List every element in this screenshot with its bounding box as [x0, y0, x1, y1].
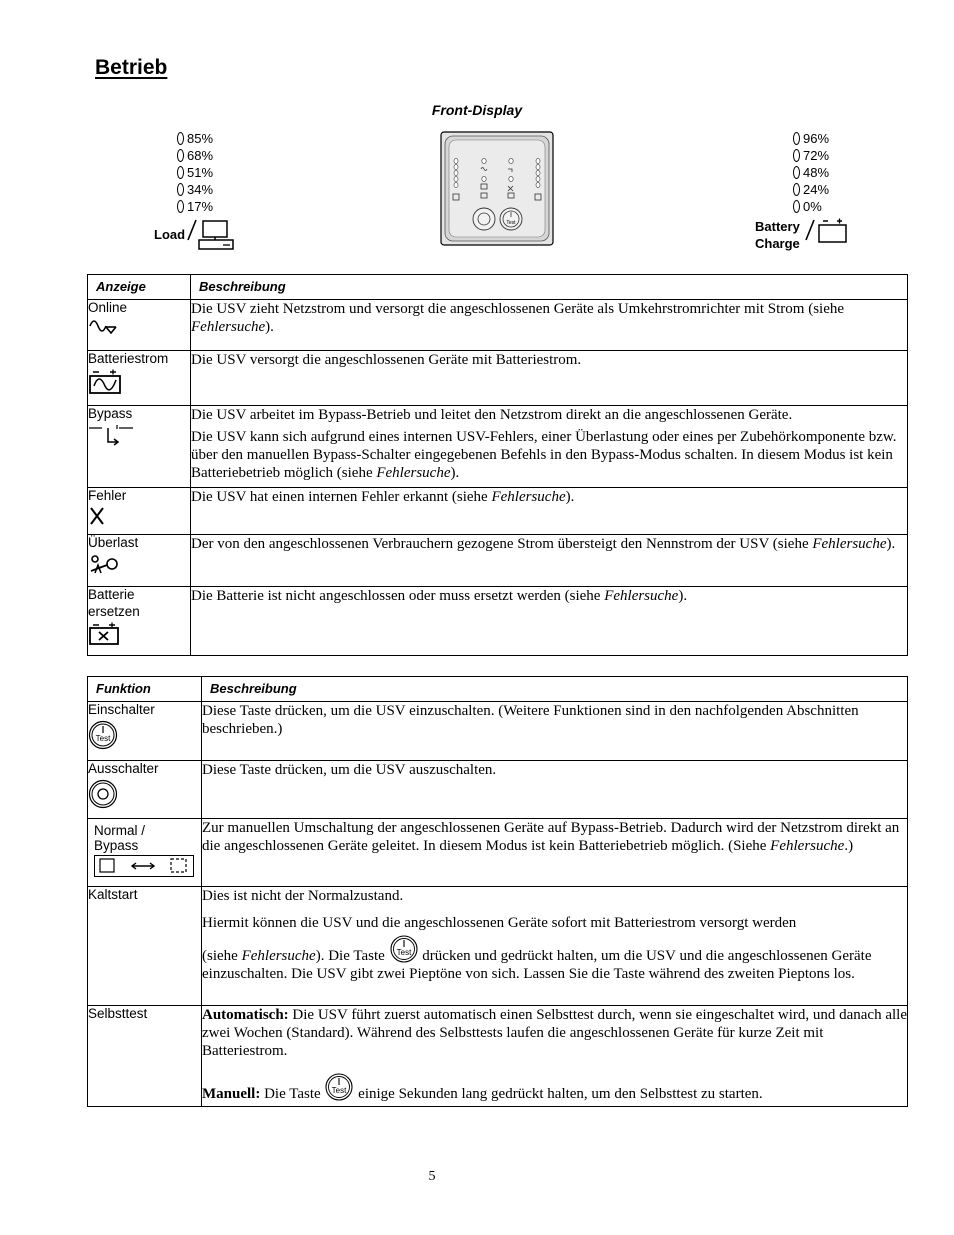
led-icon — [177, 200, 184, 213]
battery-level-row — [793, 147, 829, 164]
description-emphasis: Fehlersuche — [191, 319, 266, 335]
load-level-label: 17% — [187, 199, 214, 214]
page-number: 5 — [428, 1169, 436, 1184]
functions-table — [87, 676, 908, 1107]
table-row — [88, 587, 908, 656]
description-text: drücken und gedrückt halten, um die USV und die angeschlossenen Geräte einzuschalten. Die USV gibt zwei Pieptöne von sich. Lassen Sie die Taste während des zweiten Pieptons los. — [202, 948, 872, 982]
description-text: Die USV zieht Netzstrom und versorgt die angeschlossenen Geräte als Umkehrstromrichter mit Strom (siehe — [191, 301, 845, 317]
function-cell — [88, 819, 202, 887]
description-text: .) — [844, 838, 854, 854]
indicator-cell — [88, 300, 191, 351]
battery-level-row — [793, 164, 829, 181]
battery-level-row — [793, 181, 829, 198]
normal-bypass-icon — [94, 855, 194, 877]
table-row — [88, 488, 908, 535]
description-cell — [202, 702, 908, 761]
front-panel-drawing — [440, 131, 554, 246]
description-text: Zur manuellen Umschaltung der angeschlossenen Geräte auf Bypass-Betrieb. Dadurch wird der Netzstrom direkt an die angeschlossenen Geräte geleitet. In diesem Modus ist kein Batteriebetrieb möglich. (Siehe — [202, 820, 900, 854]
fault-icon — [88, 506, 108, 526]
load-level-row — [177, 130, 213, 147]
description-text: (siehe — [202, 948, 242, 964]
table-header-row — [88, 275, 908, 300]
test-button-icon — [389, 934, 419, 964]
function-cell — [88, 887, 202, 1006]
battery-power-icon — [88, 369, 124, 395]
description-text: Diese Taste drücken, um die USV einzuschalten. (Weitere Funktionen sind in den nachfolgenden Abschnitten beschrieben.) — [202, 703, 859, 737]
description-cell — [191, 587, 908, 656]
description-emphasis: Fehlersuche — [770, 838, 845, 854]
function-name: Ausschalter — [88, 761, 159, 776]
load-level-row — [177, 147, 213, 164]
load-level-label: 51% — [187, 165, 214, 180]
icon-test-label: Test — [332, 1086, 347, 1095]
bypass-icon — [88, 424, 136, 448]
indicator-name: Überlast — [88, 535, 139, 550]
function-name: Normal / — [94, 823, 146, 838]
power-off-icon — [88, 779, 120, 811]
function-name: Einschalter — [88, 702, 155, 717]
description-text: ). — [265, 319, 274, 335]
description-text: Die USV hat einen internen Fehler erkannt (siehe — [191, 489, 492, 505]
led-icon — [177, 183, 184, 196]
led-icon — [177, 132, 184, 145]
column-header: Funktion — [88, 677, 202, 702]
description-text: einige Sekunden lang gedrückt halten, um den Selbsttest zu starten. — [354, 1086, 763, 1102]
indicator-cell — [88, 406, 191, 488]
function-cell — [88, 761, 202, 819]
table-row — [88, 351, 908, 406]
led-icon — [177, 149, 184, 162]
description-text: Die USV arbeitet im Bypass-Betrieb und leitet den Netzstrom direkt an die angeschlossenen Geräte. — [191, 407, 793, 423]
table-row — [88, 819, 908, 887]
load-level-label: 85% — [187, 131, 214, 146]
description-cell — [202, 887, 908, 1006]
description-text: Der von den angeschlossenen Verbrauchern gezogene Strom übersteigt den Nennstrom der USV (siehe — [191, 536, 813, 552]
indicators-table — [87, 274, 908, 656]
description-text: ). Die Taste — [315, 948, 389, 964]
panel-test-label: Test — [506, 220, 516, 226]
led-icon — [793, 166, 800, 179]
description-text: Hiermit können die USV und die angeschlossenen Geräte sofort mit Batteriestrom versorgt werden — [202, 915, 797, 931]
led-icon — [177, 166, 184, 179]
online-icon — [88, 318, 120, 334]
description-cell — [191, 406, 908, 488]
description-emphasis: Fehlersuche — [376, 465, 451, 481]
description-text: ). — [886, 536, 896, 552]
load-level-row — [177, 164, 213, 181]
indicator-cell — [88, 587, 191, 656]
led-icon — [793, 200, 800, 213]
column-header: Beschreibung — [202, 677, 908, 702]
battery-level-list — [793, 130, 829, 215]
table-row — [88, 1006, 908, 1107]
indicator-cell — [88, 488, 191, 535]
table-row — [88, 535, 908, 587]
table-row — [88, 702, 908, 761]
led-icon — [793, 132, 800, 145]
column-header: Beschreibung — [191, 275, 908, 300]
test-button-icon — [324, 1072, 354, 1102]
table-row — [88, 406, 908, 488]
description-cell — [191, 488, 908, 535]
battery-caption-line2: Charge — [755, 236, 800, 251]
table-row — [88, 887, 908, 1006]
description-text: Die USV versorgt die angeschlossenen Geräte mit Batteriestrom. — [191, 352, 582, 368]
load-level-row — [177, 198, 213, 215]
indicator-name: ersetzen — [88, 604, 140, 619]
function-name: Bypass — [94, 838, 139, 853]
page-heading: Betrieb — [95, 56, 168, 79]
battery-level-label: 72% — [803, 148, 830, 163]
function-cell — [88, 702, 202, 761]
description-emphasis: Fehlersuche — [491, 489, 566, 505]
automatic-label: Automatisch: — [202, 1007, 289, 1023]
load-level-list — [177, 130, 213, 215]
description-text: Diese Taste drücken, um die USV auszuschalten. — [202, 762, 497, 778]
indicator-name: Batteriestrom — [88, 351, 169, 366]
manual-label: Manuell: — [202, 1086, 261, 1102]
load-caption: Load — [154, 227, 186, 242]
load-computer-icon — [186, 216, 238, 254]
overload-icon — [88, 553, 120, 575]
description-emphasis: Fehlersuche — [241, 948, 316, 964]
description-text: Dies ist nicht der Normalzustand. — [202, 888, 404, 904]
front-display-title: Front-Display — [431, 102, 523, 118]
description-text: ). — [565, 489, 575, 505]
description-cell — [191, 535, 908, 587]
description-text: ). — [678, 588, 688, 604]
load-level-row — [177, 181, 213, 198]
description-emphasis: Fehlersuche — [812, 536, 887, 552]
icon-test-label: Test — [396, 948, 411, 957]
description-text: Die Batterie ist nicht angeschlossen oder muss ersetzt werden (siehe — [191, 588, 605, 604]
battery-level-row — [793, 198, 829, 215]
battery-caption-line1: Battery — [755, 219, 800, 234]
indicator-cell — [88, 535, 191, 587]
description-cell — [202, 1006, 908, 1107]
function-name: Selbsttest — [88, 1006, 148, 1021]
icon-test-label: Test — [95, 734, 111, 743]
indicator-name: Batterie — [88, 587, 135, 602]
battery-level-label: 48% — [803, 165, 830, 180]
function-name: Kaltstart — [88, 887, 138, 902]
replace-battery-icon — [88, 622, 122, 646]
battery-level-label: 96% — [803, 131, 830, 146]
description-text: Die Taste — [260, 1086, 325, 1102]
indicator-name: Fehler — [88, 488, 127, 503]
table-header-row — [88, 677, 908, 702]
description-cell — [191, 300, 908, 351]
battery-charge-caption — [755, 218, 800, 252]
column-header: Anzeige — [88, 275, 191, 300]
led-icon — [793, 183, 800, 196]
indicator-name: Bypass — [88, 406, 133, 421]
description-cell — [191, 351, 908, 406]
battery-charge-icon — [804, 216, 850, 248]
power-on-test-icon — [88, 720, 120, 752]
indicator-name: Online — [88, 300, 128, 315]
description-cell — [202, 761, 908, 819]
load-level-label: 68% — [187, 148, 214, 163]
battery-level-label: 0% — [803, 199, 822, 214]
load-level-label: 34% — [187, 182, 214, 197]
description-emphasis: Fehlersuche — [604, 588, 679, 604]
indicator-cell — [88, 351, 191, 406]
description-text: Die USV kann sich aufgrund eines internen USV-Fehlers, einer Überlastung oder eines per Zubehörkomponente bzw. über den manuellen Bypass-Schalter eingegebenen Befehls in den Bypass-Modus schalten. In diesem Modus ist kein Batteriebetrieb möglich (siehe — [191, 429, 897, 481]
description-text: ). — [450, 465, 460, 481]
description-text: Die USV führt zuerst automatisch einen Selbsttest durch, wenn sie eingeschaltet wird, und danach alle zwei Wochen (Standard). Während des Selbsttests laufen die angeschlossenen Geräte für kurze Zeit mit Batteriestrom. — [202, 1007, 907, 1059]
description-cell — [202, 819, 908, 887]
battery-level-row — [793, 130, 829, 147]
table-row — [88, 300, 908, 351]
table-row — [88, 761, 908, 819]
battery-level-label: 24% — [803, 182, 830, 197]
led-icon — [793, 149, 800, 162]
function-cell — [88, 1006, 202, 1107]
